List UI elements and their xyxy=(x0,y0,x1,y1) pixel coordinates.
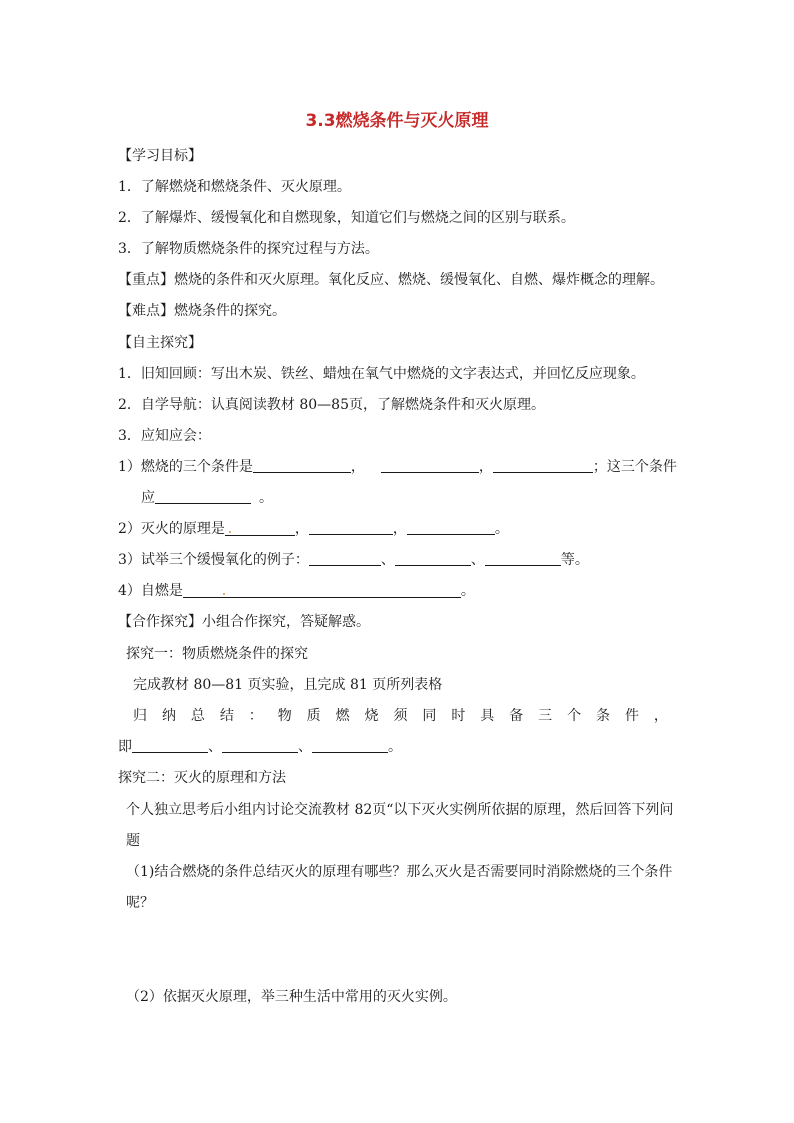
answer-blank[interactable] xyxy=(395,551,471,566)
separator: 、 xyxy=(470,552,485,568)
answer-blank[interactable] xyxy=(485,551,561,566)
answer-blank[interactable] xyxy=(155,489,251,504)
summary-char: ， xyxy=(653,708,668,724)
summary-char: 烧 xyxy=(364,708,379,724)
answer-blank[interactable] xyxy=(381,458,479,473)
period: 。 xyxy=(494,521,509,537)
answer-blank[interactable] xyxy=(253,458,351,473)
summary-char: 燃 xyxy=(335,708,350,724)
question-1-cont-text: 应 xyxy=(141,490,155,506)
document-title: 3.3燃烧条件与灭火原理 xyxy=(305,111,489,131)
summary-char: 同 xyxy=(422,708,437,724)
question-1 xyxy=(118,457,677,477)
question-b: （2）依据灭火原理，举三种生活中常用的灭火实例。 xyxy=(126,989,457,1005)
question-1-text: 1）燃烧的三个条件是 xyxy=(118,459,253,475)
question-3 xyxy=(118,550,589,570)
summary-char: 备 xyxy=(509,708,524,724)
summary-char: 时 xyxy=(451,708,466,724)
inquiry-1-title: 探究一：物质燃烧条件的探究 xyxy=(126,646,308,662)
key-points: 【重点】燃烧的条件和灭火原理。氧化反应、燃烧、缓慢氧化、自燃、爆炸概念的理解。 xyxy=(118,272,664,288)
inquiry-2-title: 探究二：灭火的原理和方法 xyxy=(118,770,286,786)
summary-char: 物 xyxy=(277,708,292,724)
self-study-guide: 2．自学导航：认真阅读教材 80—85页，了解燃烧条件和灭火原理。 xyxy=(118,397,545,413)
summary-cont-text: 即 xyxy=(118,739,132,755)
question-2-text: 2）灭火的原理是 xyxy=(118,521,225,537)
objectives-heading: 【学习目标】 xyxy=(118,148,202,164)
question-a: （1)结合燃烧的条件总结灭火的原理有哪些？那么灭火是否需要同时消除燃烧的三个条件 xyxy=(126,864,673,880)
should-know-heading: 3．应知应会： xyxy=(118,428,211,444)
objective-item-3: 3．了解物质燃烧条件的探究过程与方法。 xyxy=(118,241,379,257)
summary-char: 三 xyxy=(538,708,553,724)
answer-blank[interactable] xyxy=(309,520,393,535)
summary-line xyxy=(133,706,668,726)
summary-continued xyxy=(118,737,402,757)
review-question: 1．旧知回顾：写出木炭、铁丝、蜡烛在氧气中燃烧的文字表达式，并回忆反应现象。 xyxy=(118,366,645,382)
summary-char: 具 xyxy=(480,708,495,724)
summary-char: 纳 xyxy=(161,708,176,724)
answer-blank[interactable] xyxy=(225,521,295,536)
answer-blank[interactable] xyxy=(309,551,381,566)
separator: 、 xyxy=(208,739,222,755)
separator: ， xyxy=(392,521,407,537)
question-3-end: 等。 xyxy=(560,552,589,568)
inquiry-1-task: 完成教材 80—81 页实验，且完成 81 页所列表格 xyxy=(133,677,443,693)
question-1-continued xyxy=(141,488,273,508)
answer-blank[interactable] xyxy=(493,458,593,473)
question-2 xyxy=(118,519,509,539)
question-1-end: ；这三个条件 xyxy=(592,459,677,475)
question-3-text: 3）试举三个缓慢氧化的例子： xyxy=(118,552,309,568)
answer-blank[interactable] xyxy=(312,738,388,753)
summary-char: 质 xyxy=(306,708,321,724)
separator: ， xyxy=(294,521,309,537)
self-study-heading: 【自主探究】 xyxy=(118,335,202,351)
inquiry-2-intro: 个人独立思考后小组内讨论交流教材 82页“以下灭火实例所依据的原理，然后回答下列问 xyxy=(126,802,674,818)
separator: 、 xyxy=(380,552,395,568)
cooperative-heading: 【合作探究】小组合作探究，答疑解惑。 xyxy=(118,614,370,630)
answer-blank[interactable] xyxy=(407,520,495,535)
period: 。 xyxy=(388,739,402,755)
separator: ， xyxy=(350,459,365,475)
summary-char: 个 xyxy=(567,708,582,724)
answer-blank[interactable] xyxy=(222,738,298,753)
summary-char: 须 xyxy=(393,708,408,724)
summary-char: 总 xyxy=(190,708,205,724)
question-4 xyxy=(118,581,475,601)
summary-char: 归 xyxy=(133,708,147,724)
question-4-text: 4）自燃是 xyxy=(118,583,183,599)
objective-item-2: 2．了解爆炸、缓慢氧化和自燃现象，知道它们与燃烧之间的区别与联系。 xyxy=(118,210,575,226)
answer-blank[interactable] xyxy=(132,738,208,753)
period: 。 xyxy=(259,490,273,506)
objective-item-1: 1．了解燃烧和燃烧条件、灭火原理。 xyxy=(118,179,351,195)
summary-char: ： xyxy=(248,708,263,724)
period: 。 xyxy=(460,583,475,599)
separator: ， xyxy=(478,459,493,475)
summary-char: 条 xyxy=(596,708,610,724)
summary-char: 件 xyxy=(624,708,639,724)
separator: 、 xyxy=(298,739,312,755)
answer-blank[interactable] xyxy=(183,583,461,598)
question-a-continued: 呢？ xyxy=(126,895,154,911)
difficulties: 【难点】燃烧条件的探究。 xyxy=(118,303,286,319)
inquiry-2-intro-continued: 题 xyxy=(126,833,140,849)
summary-char: 结 xyxy=(219,708,234,724)
